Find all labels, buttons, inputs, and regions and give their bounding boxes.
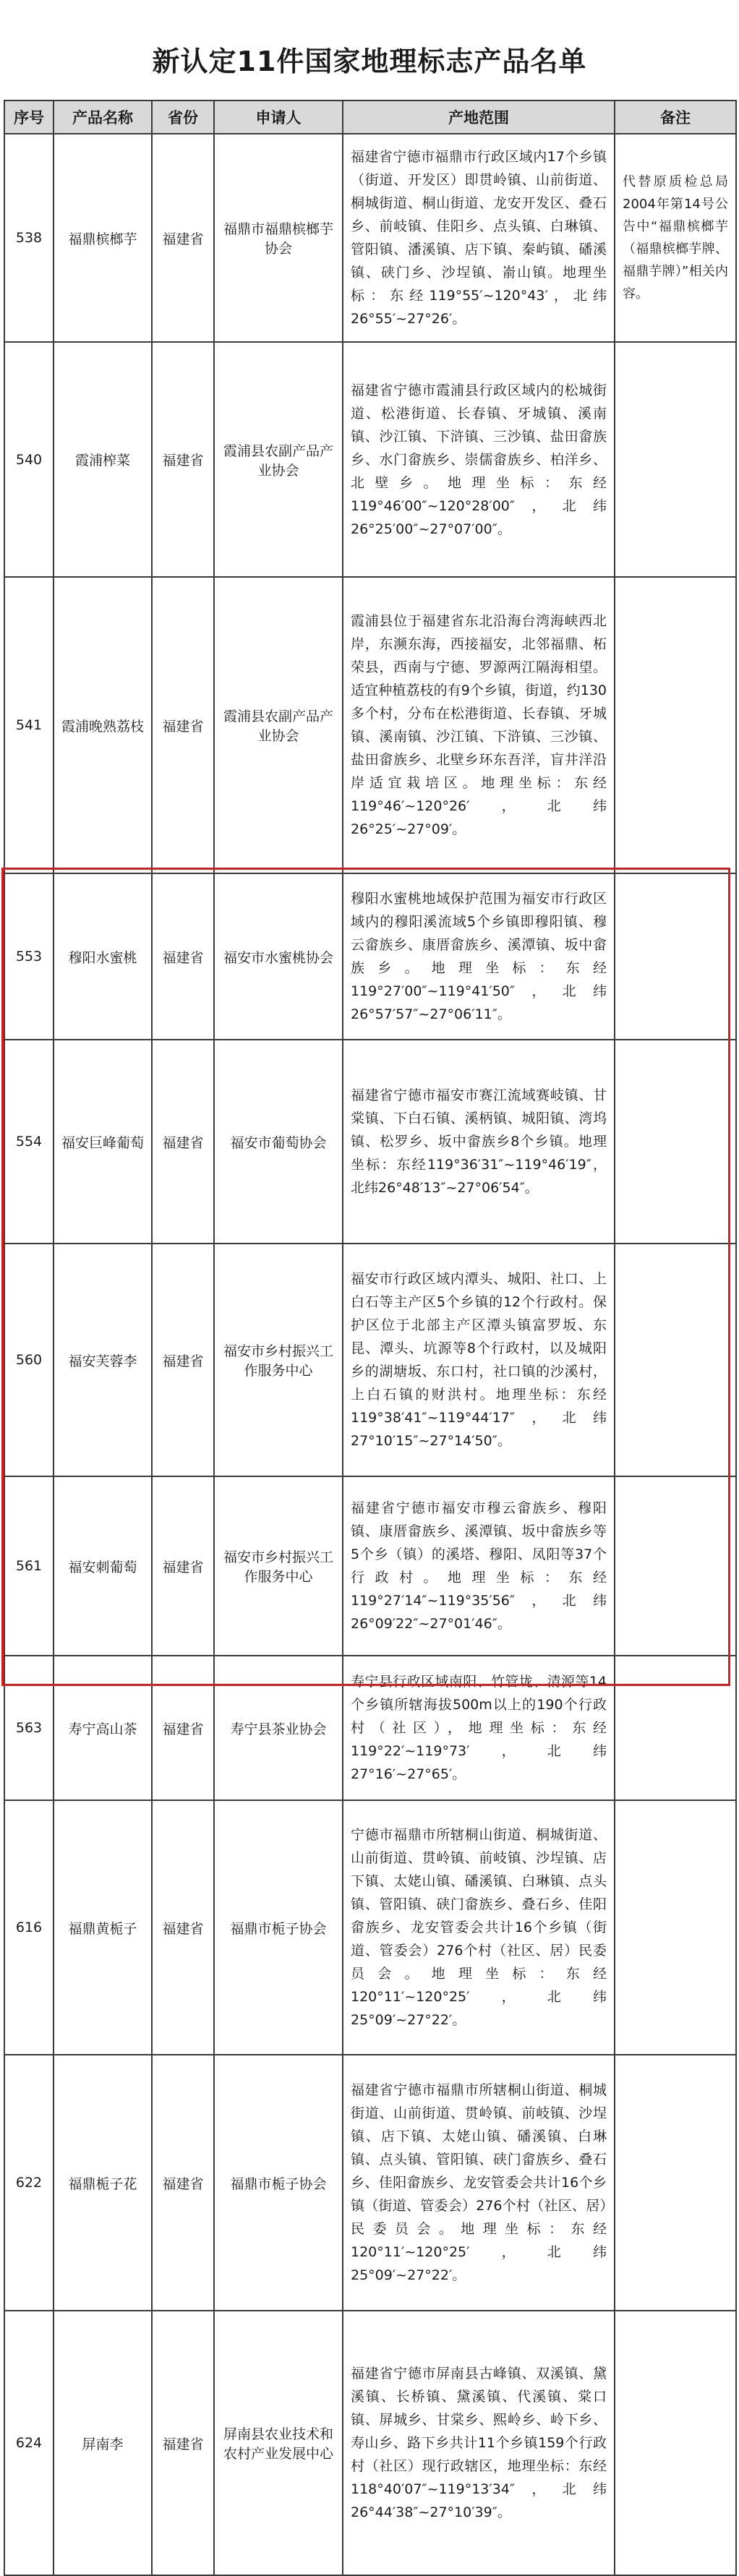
row-province: 福建省 — [152, 873, 214, 1040]
row-note — [615, 577, 736, 873]
row-province: 福建省 — [152, 134, 214, 342]
table-header-row — [4, 100, 736, 134]
row-origin-range: 宁德市福鼎市所辖桐山街道、桐城街道、山前街道、贯岭镇、前岐镇、沙埕镇、店下镇、太姥山镇、磻溪镇、白琳镇、点头镇、管阳镇、硖门畲族乡、叠石乡、佳阳畲族乡、龙安管委会共计16个乡镇（街道、管委会）276个村（社区、居）民委员会。地理坐标：东经120°11′~120°25′，北纬25°09′~27°22′。 — [343, 1800, 615, 2055]
row-origin-range: 福安市行政区域内潭头、城阳、社口、上白石等主产区5个乡镇的12个行政村。保护区位于北部主产区潭头镇富罗坂、东昆、潭头、坑源等8个行政村，以及城阳乡的湖塘坂、东口村，社口镇的沙溪村，上白石镇的财洪村。地理坐标：东经119°38′41″~119°44′17″，北纬27°10′15″~27°14′50″。 — [343, 1244, 615, 1476]
product-table — [4, 100, 737, 2576]
row-applicant: 霞浦县农副产品产业协会 — [214, 342, 343, 577]
row-note: 代替原质检总局2004年第14号公告中“福鼎槟榔芋（福鼎槟榔芋牌、福鼎芋牌）”相关内容。 — [615, 134, 736, 342]
row-origin-range: 霞浦县位于福建省东北沿海台湾海峡西北岸，东濒东海，西接福安，北邻福鼎、柘荣县，西南与宁德、罗源两江隔海相望。适宜种植荔枝的有9个乡镇，街道，约130多个村，分布在松港街道、长春镇、牙城镇、溪南镇、沙江镇、下浒镇、三沙镇、盐田畲族乡、北壁乡环东吾洋，盲井洋沿岸适宜栽培区。地理坐标：东经119°46′~120°26′，北纬26°25′~27°09′。 — [343, 577, 615, 873]
table-row — [4, 873, 736, 1040]
row-product-name: 福鼎槟榔芋 — [54, 134, 152, 342]
row-origin-range: 福建省宁德市福鼎市所辖桐山街道、桐城街道、山前街道、贯岭镇、前岐镇、沙埕镇、店下镇、太姥山镇、磻溪镇、白琳镇、点头镇、管阳镇、硖门畲族乡、叠石乡、佳阳畲族乡、龙安管委会共计16个乡镇（街道、管委会）276个村（社区、居）民委员会。地理坐标：东经120°11′~120°25′，北纬25°09′~27°22′。 — [343, 2055, 615, 2311]
row-product-name: 寿宁高山茶 — [54, 1656, 152, 1800]
row-product-name: 福安芙蓉李 — [54, 1244, 152, 1476]
row-applicant: 屏南县农业技术和农村产业发展中心 — [214, 2311, 343, 2575]
row-no: 540 — [4, 342, 54, 577]
row-no: 624 — [4, 2311, 54, 2575]
row-origin-range: 福建省宁德市霞浦县行政区域内的松城街道、松港街道、长春镇、牙城镇、溪南镇、沙江镇、下浒镇、三沙镇、盐田畲族乡、水门畲族乡、崇儒畲族乡、柏洋乡、北壁乡。地理坐标：东经119°46′00″~120°28′00″，北纬26°25′00″~27°07′00″。 — [343, 342, 615, 577]
table-row — [4, 2311, 736, 2575]
row-no: 541 — [4, 577, 54, 873]
row-province: 福建省 — [152, 577, 214, 873]
row-applicant: 福安市乡村振兴工作服务中心 — [214, 1244, 343, 1476]
table-row — [4, 1476, 736, 1656]
column-header-no: 序号 — [4, 100, 54, 134]
row-province: 福建省 — [152, 342, 214, 577]
row-note — [615, 342, 736, 577]
row-origin-range: 寿宁县行政区域南阳、竹管垅、清源等14个乡镇所辖海拔500m以上的190个行政村（社区），地理坐标：东经119°22′~119°73′，北纬27°16′~27°65′。 — [343, 1656, 615, 1800]
column-header-note: 备注 — [615, 100, 736, 134]
table-row — [4, 1656, 736, 1800]
row-applicant: 寿宁县茶业协会 — [214, 1656, 343, 1800]
row-note — [615, 1656, 736, 1800]
row-product-name: 福鼎栀子花 — [54, 2055, 152, 2311]
row-province: 福建省 — [152, 1800, 214, 2055]
row-product-name: 穆阳水蜜桃 — [54, 873, 152, 1040]
row-product-name: 福安刺葡萄 — [54, 1476, 152, 1656]
row-note — [615, 1040, 736, 1244]
row-applicant: 福安市葡萄协会 — [214, 1040, 343, 1244]
row-no: 616 — [4, 1800, 54, 2055]
row-origin-range: 福建省宁德市福安市赛江流域赛岐镇、甘棠镇、下白石镇、溪柄镇、城阳镇、湾坞镇、松罗乡、坂中畲族乡8个乡镇。地理坐标：东经119°36′31″~119°46′19″，北纬26°48′13″~27°06′54″。 — [343, 1040, 615, 1244]
row-applicant: 福安市乡村振兴工作服务中心 — [214, 1476, 343, 1656]
row-province: 福建省 — [152, 2311, 214, 2575]
row-note — [615, 2055, 736, 2311]
table-row — [4, 1800, 736, 2055]
row-no: 561 — [4, 1476, 54, 1656]
page-title: 新认定11件国家地理标志产品名单 — [152, 46, 587, 77]
row-origin-range: 福建省宁德市福安市穆云畲族乡、穆阳镇、康厝畲族乡、溪潭镇、坂中畲族乡等5个乡（镇）的溪塔、穆阳、凤阳等37个行政村。地理坐标：东经119°27′14″~119°35′56″，北纬26°09′22″~27°01′46″。 — [343, 1476, 615, 1656]
table-row — [4, 342, 736, 577]
table-row — [4, 1244, 736, 1476]
row-product-name: 福鼎黄栀子 — [54, 1800, 152, 2055]
row-province: 福建省 — [152, 1656, 214, 1800]
row-product-name: 霞浦晚熟荔枝 — [54, 577, 152, 873]
row-no: 538 — [4, 134, 54, 342]
row-no: 554 — [4, 1040, 54, 1244]
table-row — [4, 134, 736, 342]
row-note — [615, 1800, 736, 2055]
column-header-province: 省份 — [152, 100, 214, 134]
row-no: 622 — [4, 2055, 54, 2311]
column-header-name: 产品名称 — [54, 100, 152, 134]
row-applicant: 霞浦县农副产品产业协会 — [214, 577, 343, 873]
row-note — [615, 873, 736, 1040]
row-province: 福建省 — [152, 1244, 214, 1476]
row-no: 563 — [4, 1656, 54, 1800]
row-applicant: 福鼎市福鼎槟榔芋协会 — [214, 134, 343, 342]
row-applicant: 福鼎市栀子协会 — [214, 2055, 343, 2311]
row-no: 560 — [4, 1244, 54, 1476]
table-row — [4, 577, 736, 873]
row-applicant: 福安市水蜜桃协会 — [214, 873, 343, 1040]
column-header-range: 产地范围 — [343, 100, 615, 134]
table-row — [4, 2055, 736, 2311]
row-no: 553 — [4, 873, 54, 1040]
row-applicant: 福鼎市栀子协会 — [214, 1800, 343, 2055]
row-note — [615, 2311, 736, 2575]
row-province: 福建省 — [152, 1476, 214, 1656]
row-province: 福建省 — [152, 2055, 214, 2311]
row-origin-range: 福建省宁德市屏南县古峰镇、双溪镇、黛溪镇、长桥镇、黛溪镇、代溪镇、棠口镇、屏城乡、甘棠乡、熙岭乡、岭下乡、寿山乡、路下乡共计11个乡镇159个行政村（社区）现行政辖区，地理坐标：东经118°40′07″~119°13′34″，北纬26°44′38″~27°10′39″。 — [343, 2311, 615, 2575]
row-product-name: 屏南李 — [54, 2311, 152, 2575]
row-note — [615, 1476, 736, 1656]
row-note — [615, 1244, 736, 1476]
table-row — [4, 1040, 736, 1244]
row-province: 福建省 — [152, 1040, 214, 1244]
row-origin-range: 穆阳水蜜桃地域保护范围为福安市行政区域内的穆阳溪流域5个乡镇即穆阳镇、穆云畲族乡、康厝畲族乡、溪潭镇、坂中畲族乡。地理坐标：东经119°27′00″~119°41′50″，北纬26°57′57″~27°06′11″。 — [343, 873, 615, 1040]
row-product-name: 霞浦榨菜 — [54, 342, 152, 577]
row-origin-range: 福建省宁德市福鼎市行政区域内17个乡镇（街道、开发区）即贯岭镇、山前街道、桐城街道、桐山街道、龙安开发区、叠石乡、前岐镇、佳阳乡、点头镇、白琳镇、管阳镇、潘溪镇、店下镇、秦屿镇、磻溪镇、硖门乡、沙埕镇、嵛山镇。地理坐标：东经119°55′~120°43′，北纬26°55′~27°26′。 — [343, 134, 615, 342]
row-product-name: 福安巨峰葡萄 — [54, 1040, 152, 1244]
column-header-applicant: 申请人 — [214, 100, 343, 134]
